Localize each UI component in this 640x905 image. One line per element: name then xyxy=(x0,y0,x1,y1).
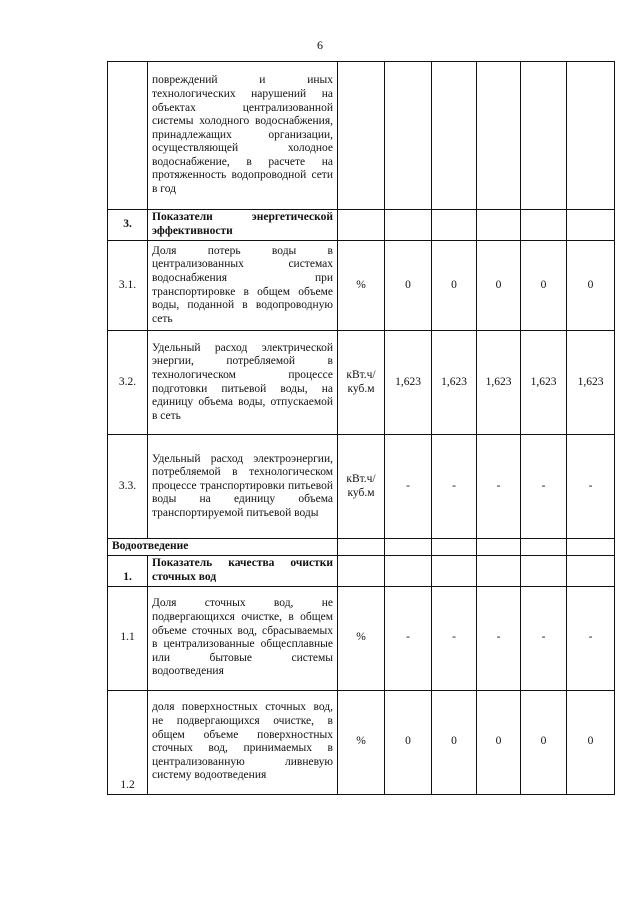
row-value xyxy=(432,555,477,586)
row-value xyxy=(521,555,567,586)
row-number: 1. xyxy=(108,555,148,586)
row-description: повреждений и иных технологических нарушений на объектах централизованной системы холодного водоснабжения, принадлежащих организации, осуществляющей холодное водоснабжение, в расчете на протяженность водопроводной сети в год xyxy=(148,62,338,210)
row-value: 0 xyxy=(521,690,567,794)
row-value xyxy=(385,62,432,210)
section-row xyxy=(108,539,615,556)
row-value xyxy=(567,210,615,241)
row-value xyxy=(432,62,477,210)
row-value xyxy=(477,62,521,210)
row-number: 3. xyxy=(108,210,148,241)
row-value: - xyxy=(477,586,521,690)
row-number: 3.1. xyxy=(108,241,148,331)
row-description: Доля потерь воды в централизованных системах водоснабжения при транспортировке в общем объеме воды, поданной в водопроводную сеть xyxy=(148,241,338,331)
row-value: 1,623 xyxy=(567,331,615,435)
section-heading: Водоотведение xyxy=(108,539,338,556)
row-description: Удельный расход электрической энергии, потребляемой в технологическом процессе подготовки питьевой воды, на единицу объема воды, отпускаемой в сеть xyxy=(148,331,338,435)
row-value xyxy=(432,210,477,241)
row-value: - xyxy=(432,586,477,690)
row-unit: % xyxy=(338,241,385,331)
row-description: доля поверхностных сточных вод, не подвергающихся очистке, в общем объеме поверхностных сточных вод, принимаемых в централизованную ливневую систему водоотведения xyxy=(148,690,338,794)
row-value: - xyxy=(521,435,567,539)
table-row xyxy=(108,331,615,435)
table-row xyxy=(108,435,615,539)
row-value: 0 xyxy=(477,690,521,794)
row-description: Доля сточных вод, не подвергающихся очистке, в общем объеме сточных вод, сбрасываемых в централизованные общесплавные или бытовые системы водоотведения xyxy=(148,586,338,690)
row-value: 0 xyxy=(477,241,521,331)
row-value xyxy=(521,210,567,241)
row-number: 1.2 xyxy=(108,690,148,794)
row-value: - xyxy=(567,435,615,539)
row-number xyxy=(108,62,148,210)
page-number: 6 xyxy=(317,38,323,52)
row-value: - xyxy=(385,586,432,690)
row-value: 0 xyxy=(432,690,477,794)
row-value: 1,623 xyxy=(432,331,477,435)
row-value: 1,623 xyxy=(477,331,521,435)
row-number: 3.2. xyxy=(108,331,148,435)
row-description: Показатели энергетической эффективности xyxy=(148,210,338,241)
row-value: - xyxy=(521,586,567,690)
row-unit: кВт.ч/ куб.м xyxy=(338,331,385,435)
row-value: 0 xyxy=(567,690,615,794)
row-number: 1.1 xyxy=(108,586,148,690)
row-value: 0 xyxy=(567,241,615,331)
row-value: 1,623 xyxy=(385,331,432,435)
row-unit: кВт.ч/ куб.м xyxy=(338,435,385,539)
row-value xyxy=(385,210,432,241)
row-value xyxy=(567,555,615,586)
table-row xyxy=(108,586,615,690)
row-value: 0 xyxy=(432,241,477,331)
table-row xyxy=(108,210,615,241)
row-unit: % xyxy=(338,690,385,794)
row-unit: % xyxy=(338,586,385,690)
row-description: Удельный расход электроэнергии, потребляемой в технологическом процессе транспортировки питьевой воды на единицу объема транспортируемой питьевой воды xyxy=(148,435,338,539)
row-value xyxy=(477,210,521,241)
row-value: - xyxy=(477,435,521,539)
row-unit xyxy=(338,210,385,241)
row-value: 0 xyxy=(385,241,432,331)
row-description: Показатель качества очистки сточных вод xyxy=(148,555,338,586)
row-value xyxy=(521,62,567,210)
row-value: 1,623 xyxy=(521,331,567,435)
row-value: - xyxy=(567,586,615,690)
row-value xyxy=(567,62,615,210)
row-value: 0 xyxy=(385,690,432,794)
row-value: - xyxy=(432,435,477,539)
row-value xyxy=(385,555,432,586)
table-row xyxy=(108,241,615,331)
indicators-table xyxy=(107,61,615,795)
row-number: 3.3. xyxy=(108,435,148,539)
table-row xyxy=(108,690,615,794)
table-row xyxy=(108,62,615,210)
row-value: 0 xyxy=(521,241,567,331)
row-unit xyxy=(338,62,385,210)
table-row xyxy=(108,555,615,586)
row-value: - xyxy=(385,435,432,539)
row-value xyxy=(477,555,521,586)
row-unit xyxy=(338,555,385,586)
